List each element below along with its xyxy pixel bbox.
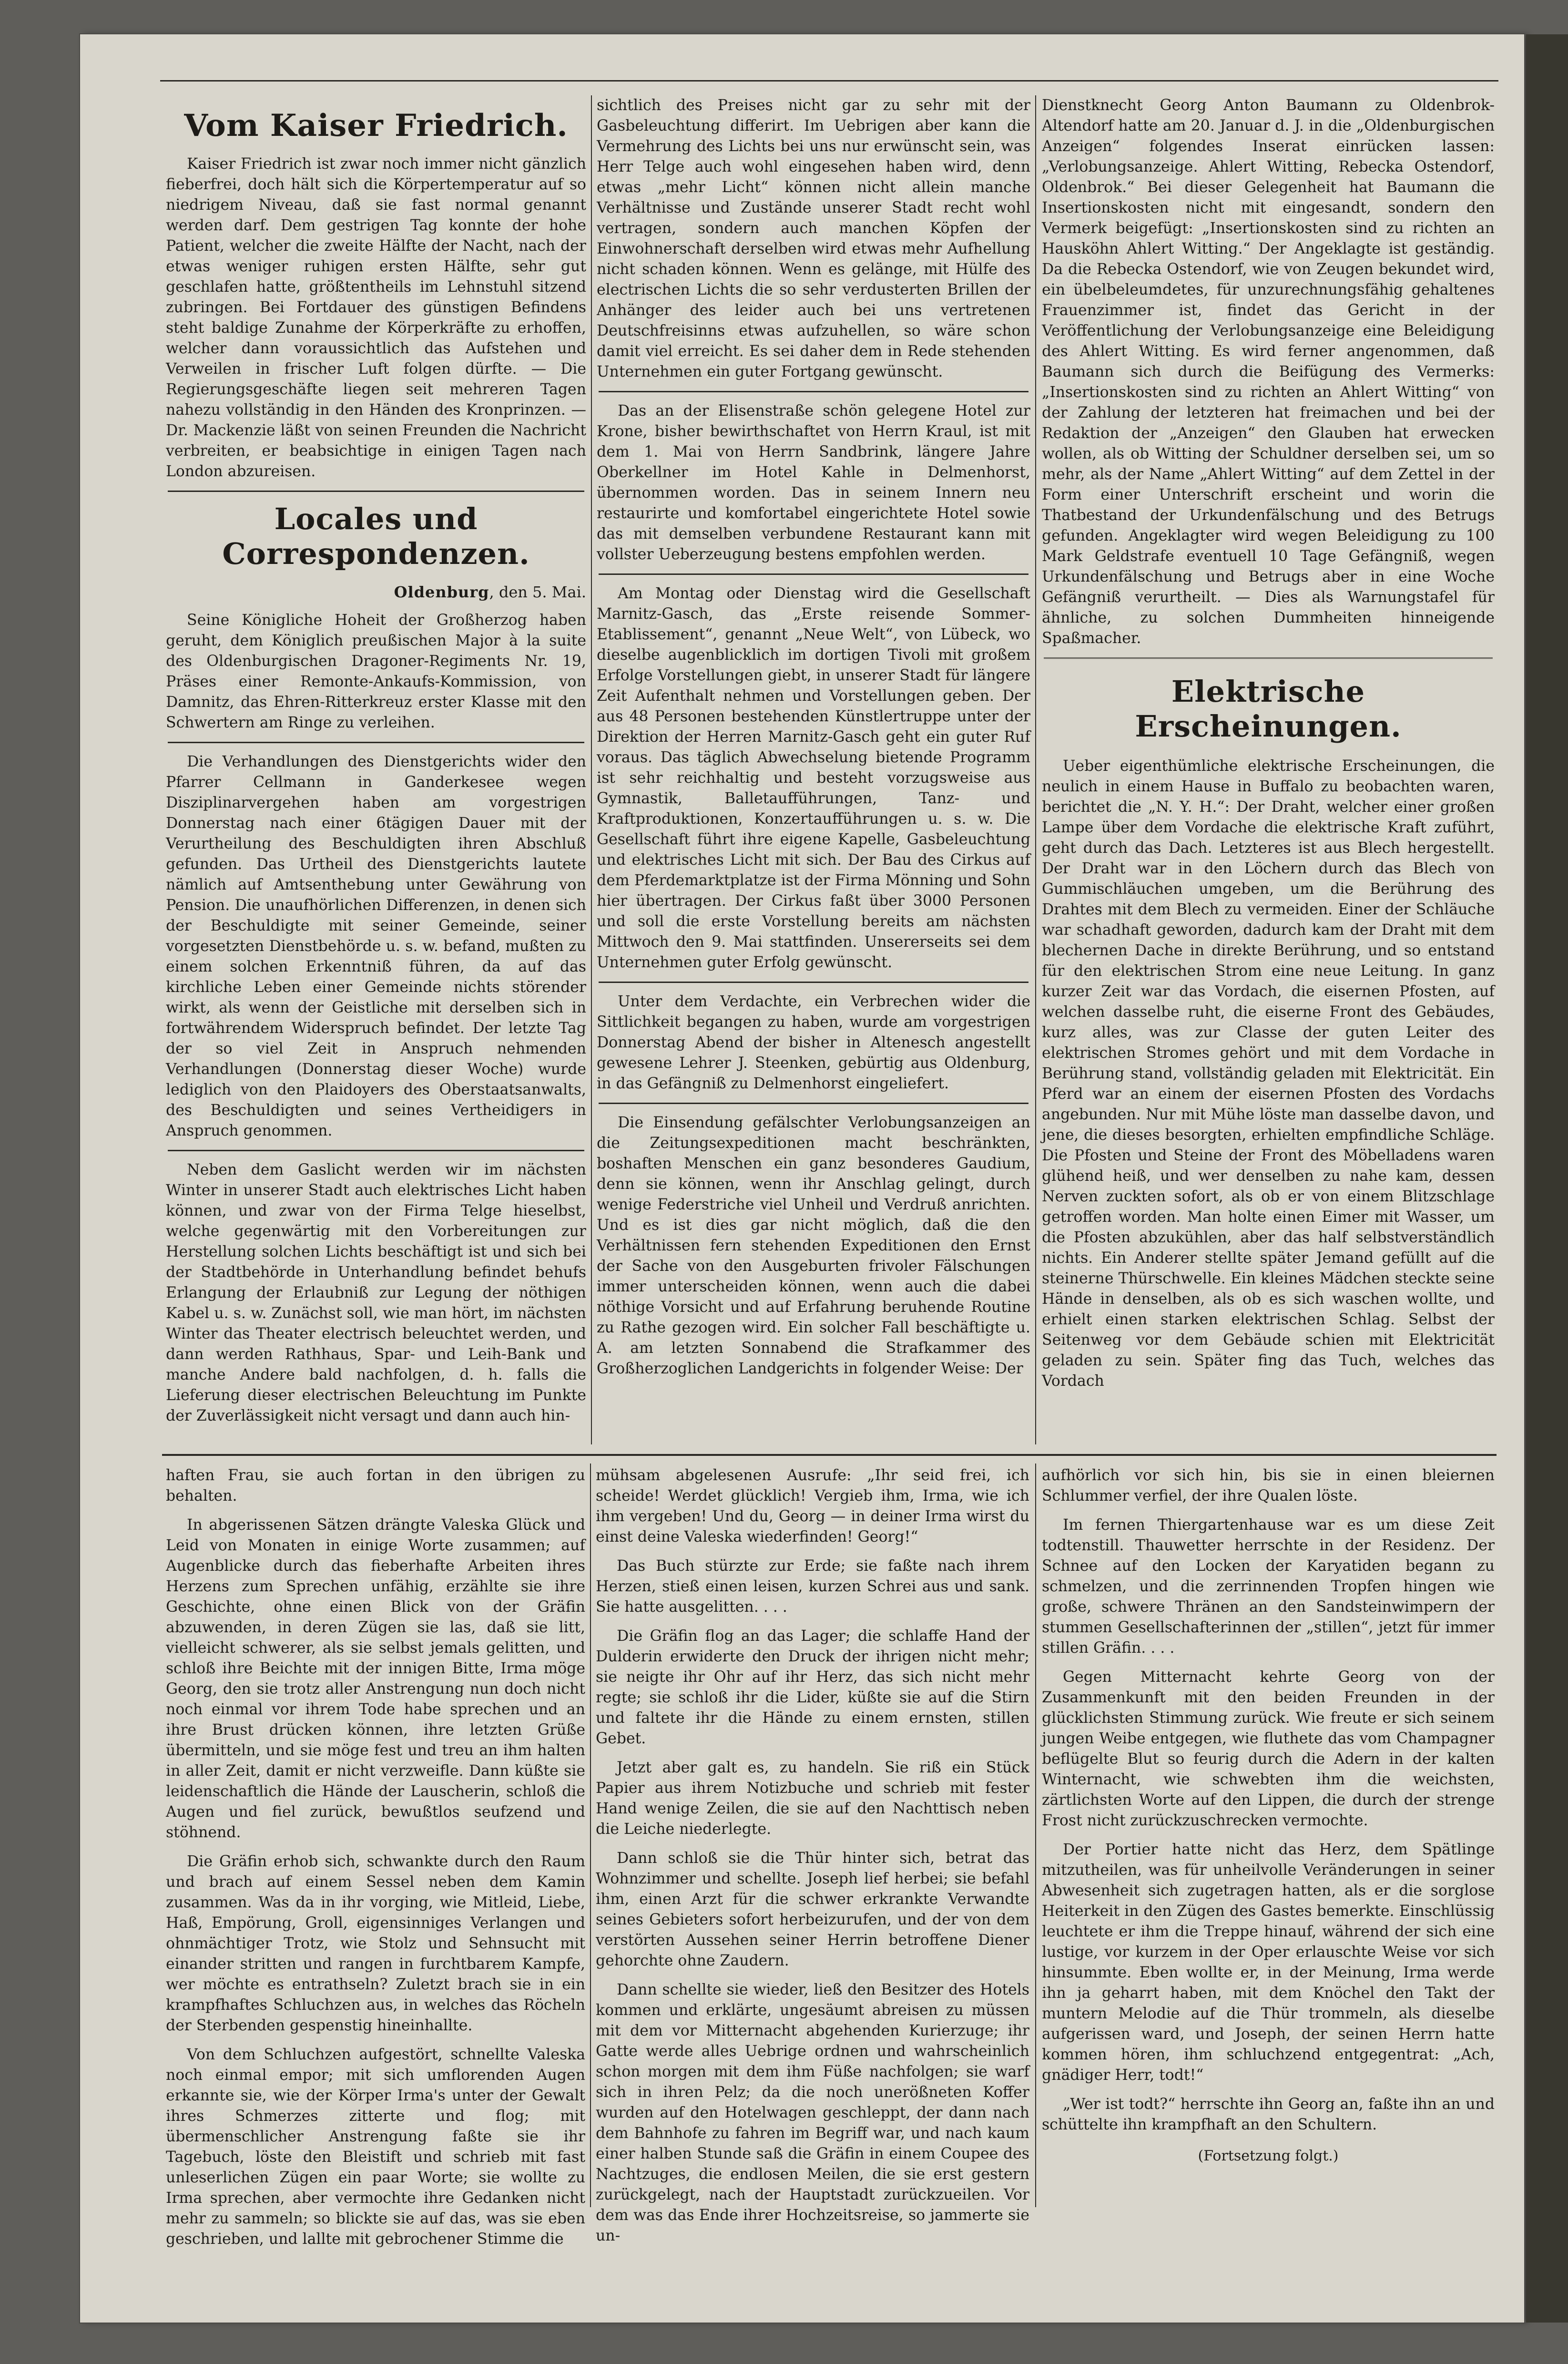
continued-note: (Fortsetzung folgt.) — [1198, 2148, 1339, 2164]
feuilleton-column-3 — [1042, 1465, 1495, 2228]
feuilleton-text: Dann schloß sie die Thür hinter sich, betrat das Wohnzimmer und schellte. Joseph lief herbei; sie befahl ihm, einen Arzt für die schwer erkrankte Verwandte seines Gebieters sofort herbeizurufen, und der von dem verstörten Aussehen seiner Herrin betroffene Diener gehorchte ohne Zaudern. — [596, 1850, 1029, 1969]
article-grossherzog: Seine Königliche Hoheit der Großherzog haben geruht, dem Königlich preußischen Major à la suite des Oldenburgischen Dragoner-Regiments Nr. 19, Präses einer Remonte-Ankaufs-Kommission, von Damnitz, das Ehren-Ritterkreuz erster Klasse mit den Schwertern am Ringe zu verleihen. — [166, 612, 586, 731]
feuilleton-text: mühsam abgelesenen Ausrufe: „Ihr seid frei, ich scheide! Werdet glücklich! Vergieb ihm, Irma, wie ich ihm vergeben! Und du, Georg — in deiner Irma wirst du einst deine Valeska wiederfinden! Georg!“ — [596, 1467, 1029, 1545]
feuilleton-text: Der Portier hatte nicht das Herz, dem Spätlinge mitzutheilen, was für unheilvolle Veränderungen in seiner Abwesenheit sich zugetragen hatten, als er die sorglose Heiterkeit in den Zügen des Gastes bemerkte. Einschlüssig leuchtete er ihm die Treppe hinauf, während der sich eine lustige, vor kurzem in der Oper erlauschte Weise vor sich hinsummte. Eben wollte er, in der Meinung, Irma werde ihn ja geharrt haben, mit dem Knöchel den Takt der muntern Melodie auf die Thür trommeln, als dieselbe aufgerissen ward, und Joseph, der seinen Herrn hatte kommen hören, ihm schluchzend entgegentrat: „Ach, gnädiger Herr, todt!“ — [1042, 1841, 1495, 2084]
feuilleton-text: Die Gräfin flog an das Lager; die schlaffe Hand der Dulderin erwiderte den Druck der ihrigen nicht mehr; sie neigte ihr Ohr auf ihr Herz, das sich nicht mehr regte; sie schloß ihr die Lider, küßte sie auf die Stirn und faltete ihr die Hände zu einem ernsten, stillen Gebet. — [596, 1627, 1029, 1747]
article-verlobungsanzeigen: Die Einsendung gefälschter Verlobungsanzeigen an die Zeitungsexpeditionen macht beschränkten, boshaften Menschen ein ganz besonderes Gaudium, denn sie können, wenn ihr Anschlag gelingt, durch wenige Federstriche viel Unheil und Verdruß anrichten. Und es ist dies gar nicht möglich, daß die den Verhältnissen fern stehenden Expeditionen den Ernst der Sache von den Ausgeburten frivoler Fälschungen immer unterscheiden können, wenn auch die dabei nöthige Vorsicht und auf Erfahrung beruhende Routine zu Rathe gezogen wird. Ein solcher Fall beschäftigte u. A. am letzten Sonnabend die Strafkammer des Großherzoglichen Landgerichts in folgender Weise: Der — [597, 1114, 1030, 1377]
feuilleton-text: Dann schellte sie wieder, ließ den Besitzer des Hotels kommen und erklärte, ungesäumt abreisen zu müssen mit dem vor Mitternacht abgehenden Kurierzuge; ihr Gatte werde alles Uebrige ordnen und wahrscheinlich schon morgen mit dem ihm Füße nachfolgen; sie warf sich in ihren Pelz; da die noch unerößneten Koffer wurden auf den Hotelwagen geschleppt, der dann nach dem Bahnhofe zu fahren im Begriff war, und nach kaum einer halben Stunde saß die Gräfin in einem Coupee des Nachtzuges, die endlosen Meilen, die sie erst gestern zurückgelegt, nach der Hauptstadt zurückzueilen. Vor dem was das Ende ihrer Hochzeitsreise, so jammerte sie un- — [596, 1981, 1029, 2244]
feuilleton-text: Von dem Schluchzen aufgestört, schnellte Valeska noch einmal empor; mit sich umflorenden Augen erkannte sie, wie der Körper Irma's unter der Gewalt ihres Schmerzes zitterte und flog; mit übermenschlicher Anstrengung faßte sie ihr Tagebuch, löste den Bleistift und schrieb mit fast unleserlichen Zügen ein paar Worte; sie wollte zu Irma sprechen, aber vermochte ihre Gedanken nicht mehr zu sammeln; so blickte sie auf das, was sie eben geschrieben, und lallte mit gebrochener Stimme die — [166, 2046, 585, 2248]
article-elektrische-erscheinungen: Ueber eigenthümliche elektrische Erscheinungen, die neulich in einem Hause in Buffalo zu beobachten waren, berichtet die „N. Y. H.“: Der Draht, welcher einer großen Lampe über dem Vordache die elektrische Kraft zuführt, geht durch das Dach. Letzteres ist aus Blech hergestellt. Der Draht war in den Löchern durch das Blech von Gummischläuchen umgeben, um die Berührung des Drahtes mit dem Blech zu vermeiden. Einer der Schläuche war schadhaft geworden, dadurch kam der Draht mit dem blechernen Dache in direkte Berührung, und so entstand für den elektrischen Strom eine neue Leitung. In ganz kurzer Zeit war das Vordach, die eisernen Pfosten, auf welchen dasselbe ruht, die eiserne Front des Gebäudes, kurz alles, was zur Classe der guten Leiter des elektrischen Stromes gehört und mit dem Vordache in Berührung stand, vollständig geladen mit Elektricität. Ein Pferd war an einem der eisernen Pfosten des Vordachs angebunden. Nur mit Mühe löste man dasselbe davon, und jene, die dieses besorgten, erhielten empfindliche Schläge. Die Pfosten und Steine der Front des Möbelladens waren glühend heiß, und wer denselben zu nahe kam, dessen Nerven zuckten sofort, als ob er von einem Blitzschlage getroffen worden. Man holte einen Eimer mit Wasser, um die Pfosten abzukühlen, aber das half selbstverständlich nichts. Ein Anderer stellte später Jemand gefüllt auf die steinerne Thürschwelle. Ein kleines Mädchen steckte seine Hände in denselben, als ob es sich waschen wollte, und erhielt einen starken elektrischen Schlag. Selbst der Seitenweg vor dem Gebäude schien mit Elektricität geladen zu sein. Später fing das Tuch, welches das Vordach — [1042, 757, 1495, 1390]
article-licht-continued: sichtlich des Preises nicht gar zu sehr mit der Gasbeleuchtung differirt. Im Uebrigen aber kann die Vermehrung des Lichts bei uns nur erwünscht sein, was Herr Telge auch wohl eingesehen haben wird, denn etwas „mehr Licht“ können nicht allein manche Verhältnisse und Zustände unserer Stadt recht wohl vertragen, sondern auch manchen Köpfen der Einwohnerschaft derselben wird etwas mehr Aufhellung nicht schaden können. Wenn es gelänge, mit Hülfe des electrischen Lichts die so sehr verdusterten Brillen der Anhänger des leider auch bei uns vertretenen Deutschfreisinns etwas aufzuhellen, so wäre schon damit viel erreicht. Es sei daher dem in Rede stehenden Unternehmen ein guter Fortgang gewünscht. — [597, 97, 1030, 380]
article-divider — [599, 391, 1028, 392]
feuilleton-column-2 — [596, 1465, 1029, 2244]
section-divider — [1044, 657, 1493, 661]
feuilleton-text: Die Gräfin erhob sich, schwankte durch den Raum und brach auf einem Sessel neben dem Kamin zusammen. Was da in ihr vorging, wie Mitleid, Liebe, Haß, Empörung, Groll, eigensinniges Verlangen und ohnmächtiger Trotz, wie Stolz und Sehnsucht mit einander stritten und rangen in furchtbarem Kampfe, wer möchte es entrathseln? Zuletzt brach sie in ein krampfhaftes Schluchzen aus, in welches das Röcheln der Sterbenden gespenstig hineinhallte. — [166, 1853, 585, 2034]
top-rule — [160, 80, 1498, 82]
column-rule — [590, 1463, 591, 2207]
column-rule — [1035, 1463, 1036, 2207]
feuilleton-text: Jetzt aber galt es, zu handeln. Sie riß ein Stück Papier aus ihrem Notizbuche und schrieb mit fester Hand wenige Zeilen, die sie auf den Nachttisch neben die Leiche niederlegte. — [596, 1759, 1029, 1838]
feuilleton-text: „Wer ist todt?“ herrschte ihn Georg an, faßte ihn an und schüttelte ihn krampfhaft an den Schultern. — [1042, 2096, 1495, 2133]
feuilleton-text: Gegen Mitternacht kehrte Georg von der Zusammenkunft mit den beiden Freunden in der glücklichsten Stimmung zurück. Wie freute er sich seinem jungen Weibe entgegen, wie fluthete das vom Champagner beflügelte Blut so feurig durch die Adern in der kalten Winternacht, wie schwebten ihm die weichsten, zärtlichsten Worte auf den Lippen, die durch der strenge Frost nicht zurückzuschrecken vermochte. — [1042, 1668, 1495, 1829]
article-sittlichkeit: Unter dem Verdachte, ein Verbrechen wider die Sittlichkeit begangen zu haben, wurde am vorgestrigen Donnerstag Abend der bisher in Altenesch angestellt gewesene Lehrer J. Steenken, gebürtig aus Oldenburg, in das Gefängniß zu Delmenhorst eingeliefert. — [597, 993, 1030, 1092]
feuilleton-text: haften Frau, sie auch fortan in den übrigen zu behalten. — [166, 1467, 585, 1504]
feuilleton-text: Das Buch stürzte zur Erde; sie faßte nach ihrem Herzen, stieß einen leisen, kurzen Schrei aus und sank. Sie hatte ausgelitten. . . . — [596, 1557, 1029, 1616]
feuilleton-text: aufhörlich vor sich hin, bis sie in einen bleiernen Schlummer verfiel, der ihre Qualen löste. — [1042, 1467, 1495, 1504]
article-elektrisches-licht: Neben dem Gaslicht werden wir im nächsten Winter in unserer Stadt auch elektrisches Licht haben können, und zwar von der Firma Telge hieselbst, welche gegenwärtig mit den Vorbereitungen zur Herstellung solchen Lichts beschäftigt ist und sich bei der Stadtbehörde in Unterhandlung befindet behufs Erlangung der Erlaubniß zur Legung der nöthigen Kabel u. s. w. Zunächst soll, wie man hört, im nächsten Winter das Theater electrisch beleuchtet werden, und dann werden Rathhaus, Spar- und Leih-Bank und manche Andere bald nachfolgen, d. h. falls die Lieferung dieser electrischen Beleuchtung im Punkte der Zuverlässigkeit nicht versagt und dann auch hin- — [166, 1161, 586, 1424]
headline-locales: Locales und Correspondenzen. — [222, 501, 530, 571]
article-divider — [599, 1103, 1028, 1104]
article-hotel-krone: Das an der Elisenstraße schön gelegene Hotel zur Krone, bisher bewirthschaftet von Herrn Kraul, ist mit dem 1. Mai von Herrn Sandbrink, längere Jahre Oberkellner im Hotel Kahle in Delmenhorst, übernommen worden. Das in seinem Innern neu restaurirte und komfortabel eingerichtete Hotel sowie das mit demselben verbundene Restaurant kann mit vollster Ueberzeugung bestens empfohlen werden. — [597, 402, 1030, 563]
article-divider — [599, 982, 1028, 983]
feuilleton-text: Im fernen Thiergartenhause war es um diese Zeit todtenstill. Thauwetter herrschte in der Residenz. Der Schnee auf den Locken der Karyatiden begann zu schmelzen, und die zerrinnenden Tropfen hingen wie große, schwere Thränen an den Sandsteinwimpern der stummen Gesellschafterinnen der „stillen“, jetzt für immer stillen Gräfin. . . . — [1042, 1516, 1495, 1657]
headline-kaiser-friedrich: Vom Kaiser Friedrich. — [184, 108, 568, 143]
upper-column-2 — [597, 95, 1030, 1440]
upper-column-1 — [166, 95, 586, 1440]
feuilleton-text: In abgerissenen Sätzen drängte Valeska Glück und Leid von Monaten in einige Worte zusammen; auf Augenblicke durch das fieberhafte Arbeiten ihres Herzens zum Sprechen unfähig, erzählte sie ihre Geschichte, ohne einen Blick von der Gräfin abzuwenden, in deren Zügen sie las, daß sie litt, vielleicht schwerer, als sie selbst jemals gelitten, und schloß ihre Beichte mit der innigen Bitte, Irma möge Georg, den sie trotz aller Anstrengung nun doch nicht noch einmal vor ihrem Tode habe sprechen und an ihre Brust drücken können, ihre letzten Grüße übermitteln, und sie möge fest und treu an ihm halten in aller Zeit, damit er nicht verzweifle. Dann küßte sie leidenschaftlich die Hände der Lauscherin, schloß die Augen und fiel zurück, bewußtlos seufzend und stöhnend. — [166, 1516, 585, 1841]
article-kaiser-friedrich: Kaiser Friedrich ist zwar noch immer nicht gänzlich fieberfrei, doch hält sich die Körpertemperatur auf so niedrigem Niveau, daß sie fast normal genannt werden darf. Dem gestrigen Tag konnte der hohe Patient, welcher die zweite Hälfte der Nacht, nach der etwas weniger ruhigen ersten Hälfte, sehr gut geschlafen hatte, größtentheils im Lehnstuhl sitzend zubringen. Bei Fortdauer des günstigen Befindens steht baldige Zunahme der Körperkräfte zu erhoffen, welcher dann voraussichtlich das Aufstehen und Verweilen in frischer Luft folgen dürfte. — Die Regierungsgeschäfte liegen seit mehreren Tagen nahezu vollständig in den Händen des Kronprinzen. — Dr. Mackenzie läßt von seinen Freunden die Nachricht verbreiten, er beabsichtige in einigen Tagen nach London abzureisen. — [166, 155, 586, 480]
dateline — [166, 582, 586, 603]
article-divider — [168, 1150, 584, 1151]
article-divider — [168, 742, 584, 743]
book-spine-edge — [1526, 34, 1568, 2323]
headline-elektrische-erscheinungen: Elektrische Erscheinungen. — [1135, 674, 1402, 744]
feuilleton-divider — [162, 1454, 1497, 1456]
section-divider — [168, 491, 584, 492]
upper-column-3 — [1042, 95, 1495, 1440]
column-rule — [1035, 95, 1036, 1444]
dateline-place: Oldenburg — [394, 583, 489, 601]
article-divider — [599, 573, 1028, 575]
feuilleton-column-1 — [166, 1465, 585, 2248]
dateline-date: , den 5. Mai. — [489, 583, 586, 601]
article-verlobung-continued: Dienstknecht Georg Anton Baumann zu Oldenbrok-Altendorf hatte am 20. Januar d. J. in die „Oldenburgischen Anzeigen“ folgendes Inserat einrücken lassen: „Verlobungsanzeige. Ahlert Witting, Rebecka Ostendorf, Oldenbrok.“ Bei dieser Gelegenheit hat Baumann die Insertionskosten nicht mit eingesandt, sondern den Vermerk beigefügt: „Insertionskosten sind zu richten an Hausköhn Ahlert Witting.“ Der Angeklagte ist geständig. Da die Rebecka Ostendorf, wie von Zeugen bekundet wird, ein übelbeleumdetes, für unzurechnungsfähig gehaltenes Frauenzimmer ist, findet das Gericht in der Veröffentlichung der Verlobungsanzeige eine Beleidigung des Ahlert Witting. Es wird ferner angenommen, daß Baumann sich durch die Beifügung des Vermerks: „Insertionskosten sind zu richten an Ahlert Witting“ von der Zahlung der letzteren hat freimachen und bei der Redaktion der „Anzeigen“ den Glauben hat erwecken wollen, als ob Witting der Schuldner derselben sei, um so mehr, als der Name „Ahlert Witting“ auf dem Zettel in der Form einer Unterschrift erscheint und worin die Thatbestand der Urkundenfälschung und des Betrugs gefunden. Angeklagter wird wegen Beleidigung zu 100 Mark Geldstrafe eventuell 10 Tage Gefängniß, wegen Urkundenfälschung und Betrugs aber in eine Woche Gefängniß verurtheilt. — Dies als Warnungstafel für ähnliche, zu solchen Dummheiten hinneigende Spaßmacher. — [1042, 97, 1495, 647]
column-rule — [591, 95, 592, 1444]
article-dienstgericht: Die Verhandlungen des Dienstgerichts wider den Pfarrer Cellmann in Ganderkesee wegen Disziplinarvergehen haben am vorgestrigen Donnerstag nach einer 6tägigen Dauer mit der Verurtheilung des Beschuldigten ihren Abschluß gefunden. Das Urtheil des Dienstgerichts lautete nämlich auf Amtsenthebung unter Gewährung von Pension. Die unaufhörlichen Differenzen, in denen sich der Beschuldigte mit seiner Gemeinde, seiner vorgesetzten Dienstbehörde u. s. w. befand, mußten zu einem solchen Erkenntniß führen, da auf das kirchliche Leben einer Gemeinde nichts störender wirkt, als wenn der Geistliche mit derselben sich in fortwährendem Widerspruch befindet. Der letzte Tag der so viel Zeit in Anspruch nehmenden Verhandlungen (Donnerstag dieser Woche) wurde lediglich von den Plaidoyers des Oberstaatsanwalts, des Beschuldigten und seines Vertheidigers in Anspruch genommen. — [166, 753, 586, 1139]
article-gesellschaft-marnitz-gasch: Am Montag oder Dienstag wird die Gesellschaft Marnitz-Gasch, das „Erste reisende Sommer-Etablissement“, genannt „Neue Welt“, von Lübeck, wo dieselbe augenblicklich im dortigen Tivoli mit großem Erfolge Vorstellungen giebt, in unserer Stadt für längere Zeit Aufenthalt nehmen und Vorstellungen geben. Der aus 48 Personen bestehenden Künstlertruppe unter der Direktion der Herren Marnitz-Gasch geht ein guter Ruf voraus. Das täglich Abwechselung bietende Programm ist sehr reichhaltig und besteht vorzugsweise aus Gymnastik, Balletaufführungen, Tanz- und Kraftproduktionen, Konzertaufführungen u. s. w. Die Gesellschaft führt ihre eigene Kapelle, Gasbeleuchtung und elektrisches Licht mit sich. Der Bau des Cirkus auf dem Pferdemarktplatze ist der Firma Mönning und Sohn hier übertragen. Der Cirkus faßt über 3000 Personen und soll die erste Vorstellung bereits am nächsten Mittwoch den 9. Mai stattfinden. Unsererseits sei dem Unternehmen guter Erfolg gewünscht. — [597, 585, 1030, 971]
